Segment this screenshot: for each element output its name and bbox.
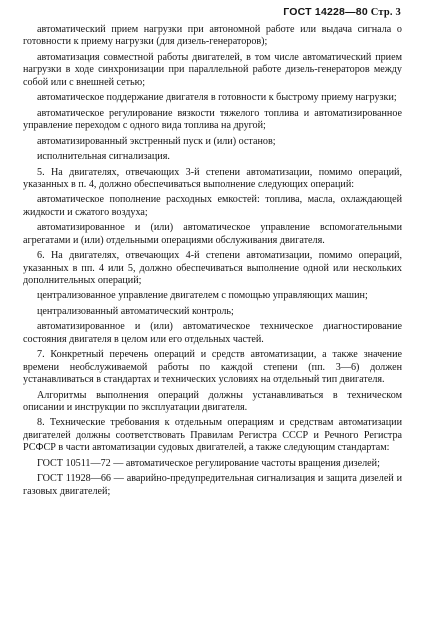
paragraph: Алгоритмы выполнения операций должны устанавливаться в техническом описании и инструкции по эксплуатации двигателя. (23, 389, 402, 413)
paragraph: автоматический прием нагрузки при автономной работе или выдача сигнала о готовности к приему нагрузки (для дизель-генераторов); (23, 24, 402, 48)
paragraph: исполнительная сигнализация. (37, 151, 170, 163)
page-number: Стр. 3 (370, 7, 401, 18)
clause-5: 5. На двигателях, отвечающих 3-й степени автоматизации, помимо операций, указанных в п. 4, должно обеспечиваться выполнение следующих операций: (23, 166, 402, 190)
paragraph: автоматизированный экстренный пуск и (или) останов; (37, 135, 276, 147)
paragraph: автоматизированное и (или) автоматическое техническое диагностирование состояния двигателя в целом или его отдельных частей. (23, 321, 402, 345)
clause-7: 7. Конкретный перечень операций и средств автоматизации, а также значение времени необслуживаемой работы по каждой степени (пп. 3—6) должен устанавливаться в стандартах и технических условиях на отдельный тип двигателя. (23, 349, 402, 386)
standard-reference: ГОСТ 11928—66 — аварийно-предупредительная сигнализация и защита дизелей и газовых двигателей; (23, 473, 402, 497)
paragraph: автоматизация совместной работы двигателей, в том числе автоматический прием нагрузки в ходе синхронизации при параллельной работе дизель-генераторов между собой или с внешней сетью; (23, 51, 402, 88)
paragraph: автоматическое пополнение расходных емкостей: топлива, масла, охлаждающей жидкости и сжатого воздуха; (23, 194, 402, 218)
paragraph: централизованное управление двигателем с помощью управляющих машин; (37, 290, 368, 302)
paragraph: автоматическое поддержание двигателя в готовности к быстрому приему нагрузки; (37, 92, 397, 104)
standard-reference: ГОСТ 10511—72 — автоматическое регулирование частоты вращения дизелей; (37, 457, 380, 469)
paragraph: централизованный автоматический контроль; (37, 305, 234, 317)
paragraph: автоматизированное и (или) автоматическое управление вспомогательными агрегатами и (или) отдельными операциями обслуживания двигателя. (23, 222, 402, 246)
page-header (283, 6, 401, 18)
document-body (23, 24, 402, 501)
standard-number: ГОСТ 14228—80 (283, 6, 368, 18)
paragraph: автоматическое регулирование вязкости тяжелого топлива и автоматизированное управление переходом с одного вида топлива на другой; (23, 107, 402, 131)
clause-8: 8. Технические требования к отдельным операциям и средствам автоматизации двигателей должны соответствовать Правилам Регистра СССР и Речного Регистра РСФСР в части автоматизации судовых двигателей, а также следующим стандартам: (23, 417, 402, 454)
clause-6: 6. На двигателях, отвечающих 4-й степени автоматизации, помимо операций, указанных в пп. 4 или 5, должно обеспечиваться выполнение одной или нескольких дополнительных операций; (23, 250, 402, 286)
